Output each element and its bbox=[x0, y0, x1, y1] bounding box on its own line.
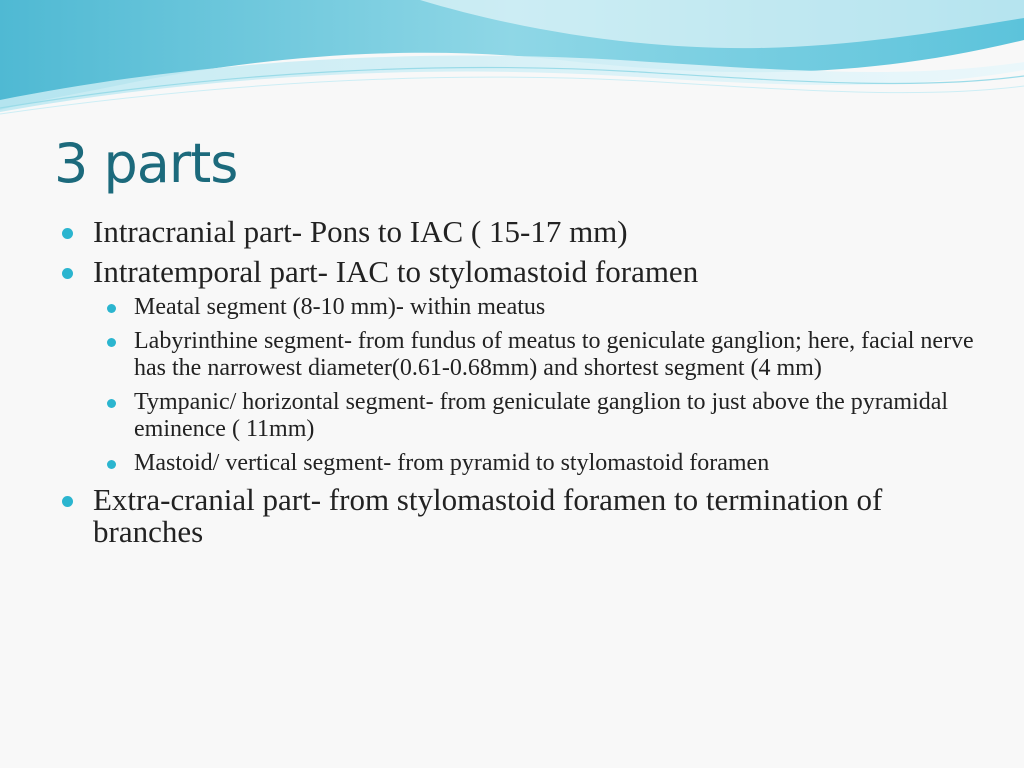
bullet-text: Extra-cranial part- from stylomastoid foramen to termination of branches bbox=[93, 482, 883, 549]
sub-bullet-text: Labyrinthine segment- from fundus of meatus to geniculate ganglion; here, facial nerve has the narrowest diameter(0.61-0.68mm) and shortest segment (4 mm) bbox=[134, 328, 974, 381]
bullet-dot-icon bbox=[62, 268, 73, 279]
bullet-dot-icon bbox=[62, 496, 73, 507]
bullet-text: Intracranial part- Pons to IAC ( 15-17 mm) bbox=[93, 214, 628, 249]
slide-title: 3 parts bbox=[54, 132, 238, 195]
bullet-item bbox=[56, 216, 976, 248]
bullet-dot-icon bbox=[107, 338, 116, 347]
sub-bullet-text: Mastoid/ vertical segment- from pyramid to stylomastoid foramen bbox=[134, 450, 770, 476]
sub-bullet-text: Meatal segment (8-10 mm)- within meatus bbox=[134, 294, 546, 320]
sub-bullet-text: Tympanic/ horizontal segment- from geniculate ganglion to just above the pyramidal eminence ( 11mm) bbox=[134, 389, 949, 442]
sub-bullet-item bbox=[97, 294, 974, 321]
bullet-list bbox=[56, 216, 976, 556]
bullet-item bbox=[56, 484, 976, 548]
sub-bullet-item bbox=[97, 450, 974, 477]
sub-bullet-item bbox=[97, 389, 974, 443]
bullet-item bbox=[56, 256, 976, 288]
bullet-text: Intratemporal part- IAC to stylomastoid foramen bbox=[93, 254, 699, 289]
sub-bullet-item bbox=[97, 328, 974, 382]
bullet-dot-icon bbox=[62, 228, 73, 239]
bullet-dot-icon bbox=[107, 460, 116, 469]
bullet-dot-icon bbox=[107, 304, 116, 313]
bullet-dot-icon bbox=[107, 399, 116, 408]
header-wave-decoration bbox=[0, 0, 1024, 130]
